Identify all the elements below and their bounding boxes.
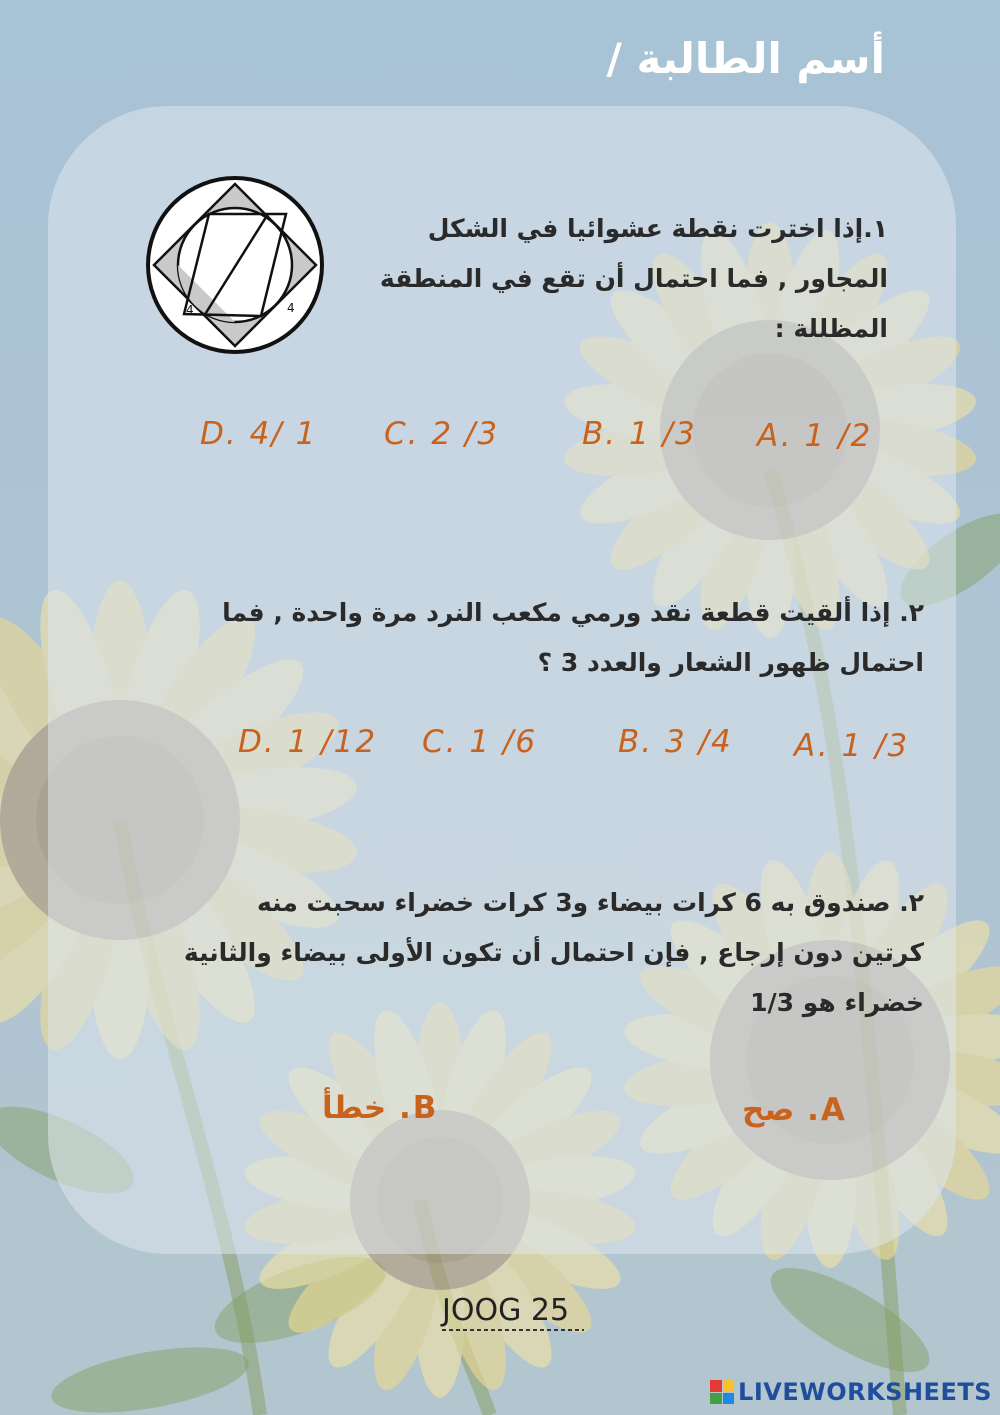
question-line: احتمال ظهور الشعار والعدد 3 ؟ xyxy=(537,648,924,677)
q2-option-c[interactable]: C. 1 /6 xyxy=(422,724,538,760)
q1-option-d[interactable]: D. 4/ 1 xyxy=(200,416,318,452)
figure-label: 4 xyxy=(186,303,194,317)
question-2-text xyxy=(222,588,924,688)
question-line: كرتين دون إرجاع , فإن احتمال أن تكون الأولى بيضاء والثانية xyxy=(183,938,924,967)
q1-option-a[interactable]: A. 1 /2 xyxy=(757,418,873,454)
q2-option-a[interactable]: A. 1 /3 xyxy=(794,728,910,764)
question-line: ٢. إذا ألقيت قطعة نقد ورمي مكعب النرد مرة واحدة , فما xyxy=(222,598,924,627)
circle-square-figure xyxy=(144,174,326,356)
liveworksheets-footer xyxy=(710,1375,992,1409)
figure-label: 4 xyxy=(287,301,295,315)
question-3-text xyxy=(184,878,924,1028)
q2-option-b[interactable]: B. 3 /4 xyxy=(618,724,733,760)
q3-option-b[interactable]: B. خطأ xyxy=(322,1090,439,1126)
q1-option-b[interactable]: B. 1 /3 xyxy=(582,416,697,452)
school-logo xyxy=(438,1290,588,1340)
student-name-heading: أسم الطالبة / xyxy=(606,34,885,83)
q2-option-d[interactable]: D. 1 /12 xyxy=(238,724,378,760)
question-line: المظللة : xyxy=(774,314,888,343)
question-line: خضراء هو 1/3 xyxy=(750,988,924,1017)
q1-option-c[interactable]: C. 2 /3 xyxy=(384,416,500,452)
question-1-text xyxy=(380,204,888,354)
footer-text: LIVEWORKSHEETS xyxy=(738,1378,992,1406)
question-line: المجاور , فما احتمال أن تقع في المنطقة xyxy=(379,264,888,293)
q3-option-a[interactable]: A. صح xyxy=(742,1092,847,1128)
liveworksheets-icon xyxy=(710,1380,734,1404)
question-line: ٢. صندوق به 6 كرات بيضاء و3 كرات خضراء سحبت منه xyxy=(256,888,924,917)
logo-text: JOOG 25 xyxy=(442,1293,570,1328)
question-line: ١.إذا اخترت نقطة عشوائيا في الشكل xyxy=(427,214,888,243)
